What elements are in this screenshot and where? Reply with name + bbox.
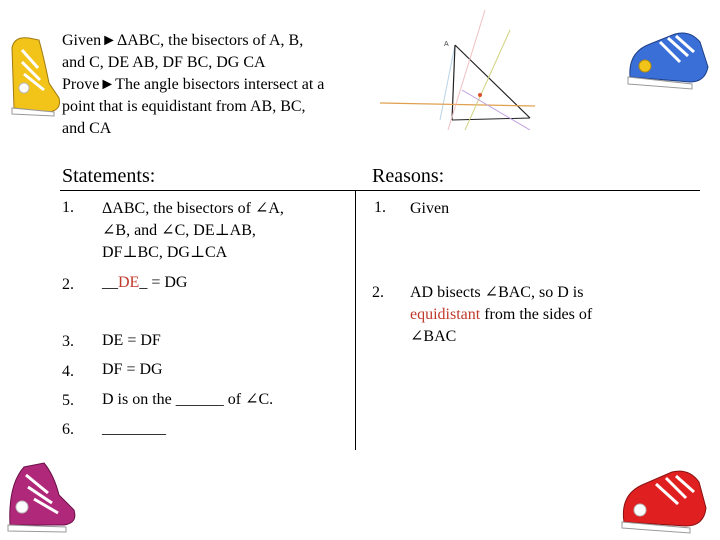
table-header-divider — [60, 190, 700, 191]
reason-num-1: 1. — [374, 199, 386, 216]
statement-num-1: 1. — [62, 199, 74, 216]
sneaker-icon-red — [614, 460, 714, 536]
reason-2-line-2 — [410, 304, 710, 326]
reason-2-line-3: ∠BAC — [410, 328, 457, 345]
statement-num-3: 3. — [62, 333, 74, 350]
statement-1-line-2: ∠B, and ∠C, DE⊥AB, — [102, 222, 256, 239]
reasons-header: Reasons: — [372, 165, 445, 187]
prove-line-1: Prove►The angle bisectors intersect at a — [62, 76, 325, 93]
statements-header: Statements: — [62, 165, 156, 187]
sneaker-icon-yellow — [4, 28, 64, 118]
statement-4: DF = DG — [102, 361, 163, 378]
statement-6: ________ — [102, 420, 166, 437]
given-line-1: Given►ΔABC, the bisectors of A, B, — [62, 32, 304, 49]
statement-num-5: 5. — [62, 392, 74, 409]
sneaker-icon-blue — [620, 22, 715, 92]
statement-num-4: 4. — [62, 363, 74, 380]
statement-1-line-3: DF⊥BC, DG⊥CA — [102, 244, 228, 261]
statement-5: D is on the ______ of ∠C. — [102, 391, 274, 408]
statement-2 — [102, 272, 187, 294]
column-divider — [355, 190, 356, 450]
reason-2-highlight: equidistant — [410, 306, 481, 323]
reason-1: Given — [410, 200, 450, 217]
given-prove-block — [62, 30, 382, 140]
prove-line-2: point that is equidistant from AB, BC, — [62, 98, 306, 115]
statement-1-line-1: ΔABC, the bisectors of ∠A, — [102, 200, 284, 217]
statement-1 — [102, 198, 352, 264]
svg-text:A: A — [444, 41, 449, 48]
given-line-2: and C, DE AB, DF BC, DG CA — [62, 54, 266, 71]
prove-line-3: and CA — [62, 120, 112, 137]
statement-3: DE = DF — [102, 332, 161, 349]
statement-2-highlight: DE — [118, 274, 140, 291]
statement-num-2: 2. — [62, 276, 74, 293]
statement-num-6: 6. — [62, 421, 74, 438]
statement-2-suffix: _ = DG — [139, 274, 188, 291]
reason-2-line-1: AD bisects ∠BAC, so D is — [410, 284, 584, 301]
sneaker-icon-purple — [4, 455, 84, 535]
reason-2-line-2-rest: from the sides of — [480, 306, 593, 323]
statement-2-prefix: __ — [102, 274, 118, 291]
reason-num-2: 2. — [372, 284, 384, 301]
triangle-diagram — [360, 0, 540, 130]
reason-2 — [410, 282, 710, 348]
